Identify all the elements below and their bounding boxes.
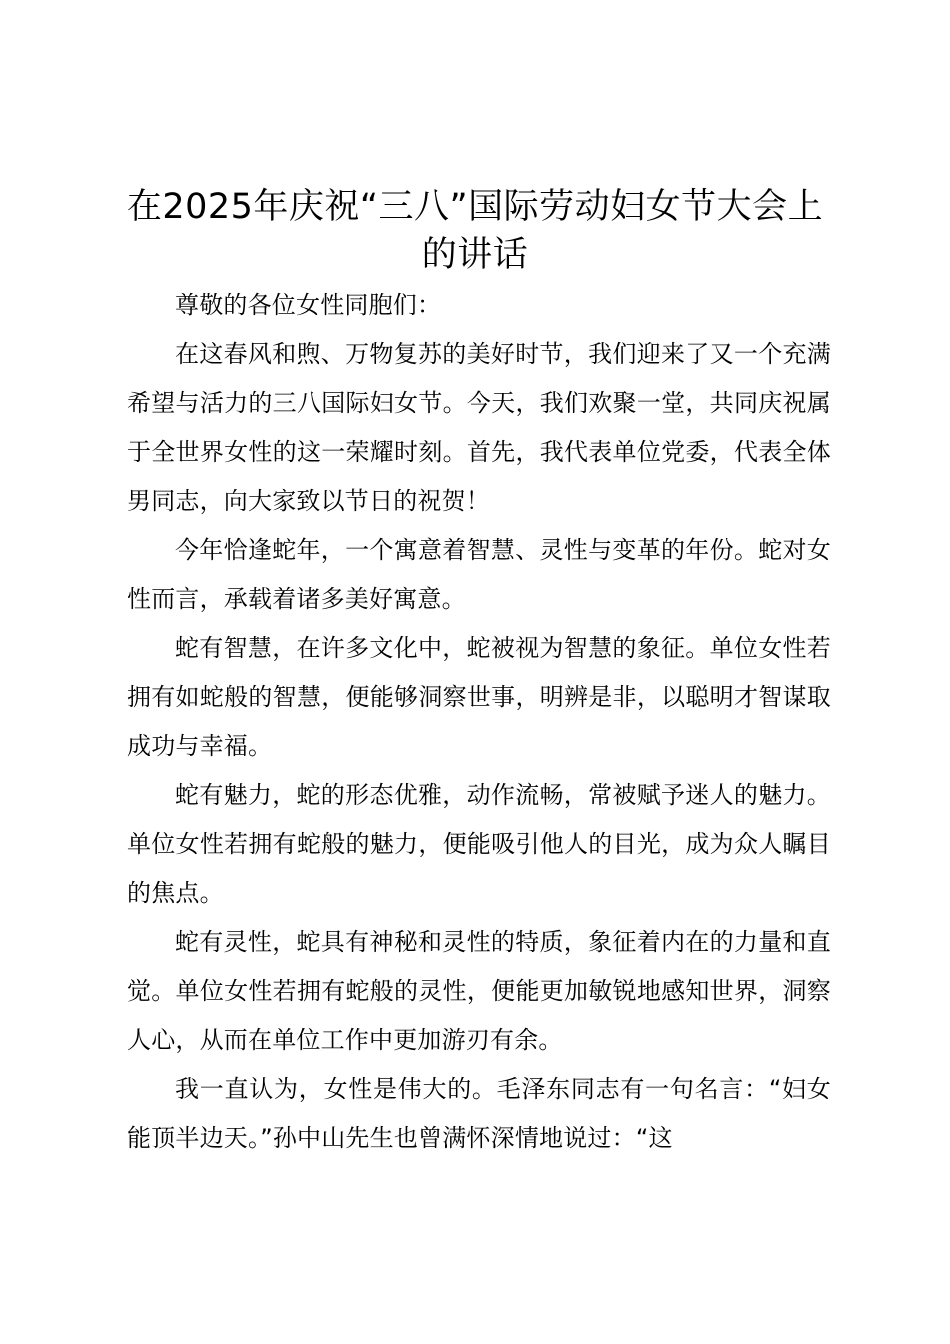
paragraph: 今年恰逢蛇年，一个寓意着智慧、灵性与变革的年份。蛇对女性而言，承载着诸多美好寓意。 — [127, 536, 831, 613]
document-body — [127, 281, 831, 1163]
paragraph: 蛇有魅力，蛇的形态优雅，动作流畅，常被赋予迷人的魅力。单位女性若拥有蛇般的魅力，便能吸引他人的目光，成为众人瞩目的焦点。 — [127, 781, 831, 907]
paragraph: 蛇有智慧，在许多文化中，蛇被视为智慧的象征。单位女性若拥有如蛇般的智慧，便能够洞察世事，明辨是非，以聪明才智谋取成功与幸福。 — [127, 634, 831, 760]
document-title: 在2025年庆祝“三八”国际劳动妇女节大会上的讲话 — [126, 187, 824, 275]
paragraph: 在这春风和煦、万物复苏的美好时节，我们迎来了又一个充满希望与活力的三八国际妇女节。今天，我们欢聚一堂，共同庆祝属于全世界女性的这一荣耀时刻。首先，我代表单位党委，代表全体男同志，向大家致以节日的祝贺！ — [127, 340, 831, 515]
paragraph: 我一直认为，女性是伟大的。毛泽东同志有一句名言：“妇女能顶半边天。”孙中山先生也曾满怀深情地说过：“这 — [127, 1075, 831, 1152]
paragraph: 蛇有灵性，蛇具有神秘和灵性的特质，象征着内在的力量和直觉。单位女性若拥有蛇般的灵性，便能更加敏锐地感知世界，洞察人心，从而在单位工作中更加游刃有余。 — [127, 928, 831, 1054]
salutation: 尊敬的各位女性同胞们： — [175, 291, 442, 319]
